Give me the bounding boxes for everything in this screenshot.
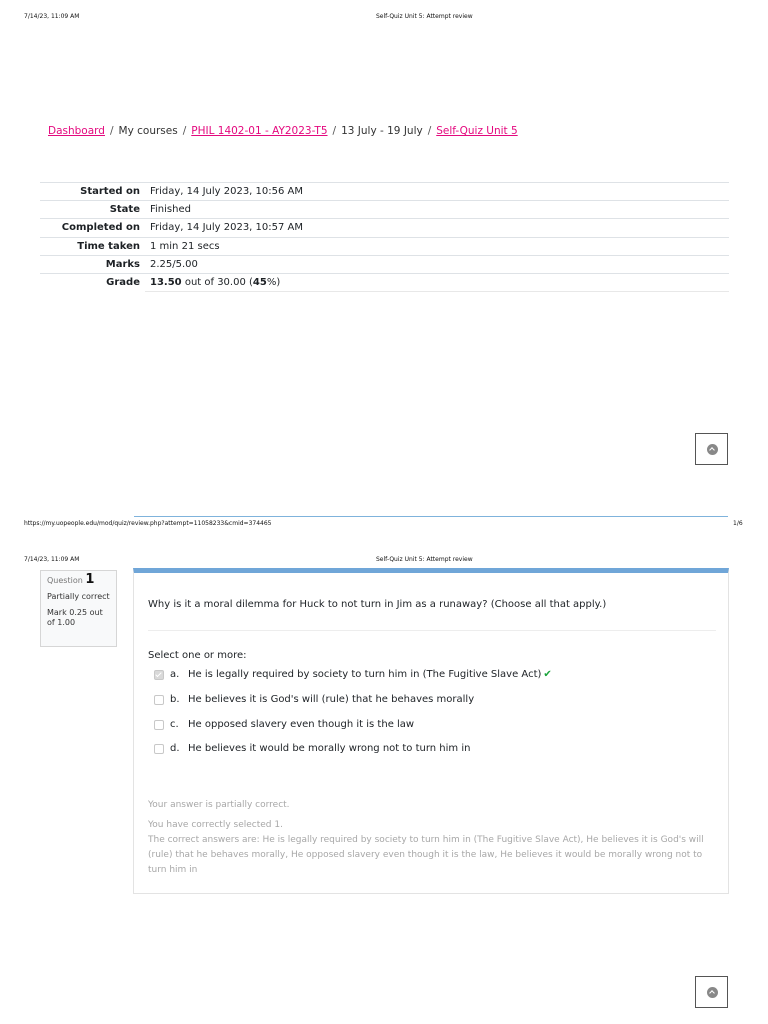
print-footer-url: https://my.uopeople.edu/mod/quiz/review.php?attempt=11058233&cmid=374465 bbox=[24, 520, 272, 527]
page-divider bbox=[134, 516, 728, 517]
question-number-value: 1 bbox=[85, 572, 95, 587]
print-page-number: 1/6 bbox=[733, 520, 743, 527]
grade-percent: 45 bbox=[252, 277, 267, 289]
summary-row-started bbox=[40, 183, 729, 201]
checkbox-icon[interactable] bbox=[154, 720, 164, 730]
summary-label: Completed on bbox=[40, 219, 145, 237]
chevron-up-circle-icon bbox=[707, 444, 718, 455]
summary-label: Time taken bbox=[40, 237, 145, 255]
breadcrumb-separator: / bbox=[427, 125, 432, 137]
option-letter: d. bbox=[170, 743, 180, 754]
feedback-correct-answers: The correct answers are: He is legally required by society to turn him in (The Fugitive Slave Act), He believes it is God's will (rule) that he behaves morally, He opposed slavery even though it is the law, He believes it would be morally wrong not to turn him in bbox=[148, 835, 704, 875]
print-title: Self-Quiz Unit 5: Attempt review bbox=[376, 13, 473, 20]
option-letter: a. bbox=[170, 669, 180, 680]
summary-label: Started on bbox=[40, 183, 145, 201]
print-title: Self-Quiz Unit 5: Attempt review bbox=[376, 556, 473, 563]
summary-row-marks bbox=[40, 255, 729, 273]
feedback-selected: You have correctly selected 1. bbox=[148, 820, 283, 830]
summary-value bbox=[145, 273, 729, 291]
feedback-status: Your answer is partially correct. bbox=[148, 800, 290, 810]
breadcrumb-dashboard-link[interactable]: Dashboard bbox=[48, 125, 105, 137]
question-label: Question bbox=[47, 576, 83, 585]
summary-label: Marks bbox=[40, 255, 145, 273]
breadcrumb-separator: / bbox=[332, 125, 337, 137]
chevron-up-circle-icon bbox=[707, 987, 718, 998]
summary-value: Friday, 14 July 2023, 10:56 AM bbox=[145, 183, 729, 201]
answer-option-c[interactable] bbox=[154, 719, 414, 730]
answer-option-a[interactable] bbox=[154, 669, 552, 680]
option-text: He believes it is God's will (rule) that he behaves morally bbox=[188, 694, 475, 705]
option-letter: c. bbox=[170, 719, 179, 730]
summary-row-time bbox=[40, 237, 729, 255]
summary-value: 1 min 21 secs bbox=[145, 237, 729, 255]
question-separator bbox=[148, 630, 716, 631]
question-card bbox=[133, 568, 729, 894]
breadcrumb-quiz-link[interactable]: Self-Quiz Unit 5 bbox=[436, 125, 518, 137]
summary-value: Friday, 14 July 2023, 10:57 AM bbox=[145, 219, 729, 237]
breadcrumb-my-courses: My courses bbox=[118, 125, 178, 137]
answer-option-b[interactable] bbox=[154, 694, 474, 705]
summary-row-grade bbox=[40, 273, 729, 291]
back-to-top-button[interactable] bbox=[695, 433, 728, 465]
breadcrumb bbox=[48, 125, 518, 137]
summary-value: 2.25/5.00 bbox=[145, 255, 729, 273]
option-text: He is legally required by society to turn him in (The Fugitive Slave Act) bbox=[188, 669, 542, 680]
option-text: He believes it would be morally wrong not to turn him in bbox=[188, 743, 471, 754]
grade-percent-suffix: %) bbox=[266, 277, 281, 289]
option-text: He opposed slavery even though it is the law bbox=[188, 719, 415, 730]
question-number bbox=[47, 572, 110, 587]
summary-label: State bbox=[40, 201, 145, 219]
print-datetime: 7/14/23, 11:09 AM bbox=[24, 13, 80, 20]
question-mark: Mark 0.25 out of 1.00 bbox=[47, 608, 103, 627]
attempt-summary-table bbox=[40, 182, 729, 292]
breadcrumb-course-link[interactable]: PHIL 1402-01 - AY2023-T5 bbox=[191, 125, 328, 137]
answer-prompt: Select one or more: bbox=[148, 650, 247, 661]
answer-option-d[interactable] bbox=[154, 743, 470, 754]
print-datetime: 7/14/23, 11:09 AM bbox=[24, 556, 80, 563]
checkmark-icon: ✔ bbox=[543, 669, 552, 680]
breadcrumb-separator: / bbox=[109, 125, 114, 137]
summary-label: Grade bbox=[40, 273, 145, 291]
grade-out-of: out of 30.00 ( bbox=[181, 277, 253, 289]
breadcrumb-separator: / bbox=[182, 125, 187, 137]
summary-row-state bbox=[40, 201, 729, 219]
question-text: Why is it a moral dilemma for Huck to not turn in Jim as a runaway? (Choose all that apply.) bbox=[148, 599, 607, 610]
summary-row-completed bbox=[40, 219, 729, 237]
grade-score: 13.50 bbox=[150, 277, 182, 289]
checkbox-icon[interactable] bbox=[154, 670, 164, 680]
back-to-top-button[interactable] bbox=[695, 976, 728, 1008]
checkbox-icon[interactable] bbox=[154, 695, 164, 705]
checkbox-icon[interactable] bbox=[154, 744, 164, 754]
question-status: Partially correct bbox=[47, 592, 110, 601]
question-info bbox=[40, 570, 117, 647]
breadcrumb-week: 13 July - 19 July bbox=[341, 125, 423, 137]
summary-value: Finished bbox=[145, 201, 729, 219]
option-letter: b. bbox=[170, 694, 180, 705]
